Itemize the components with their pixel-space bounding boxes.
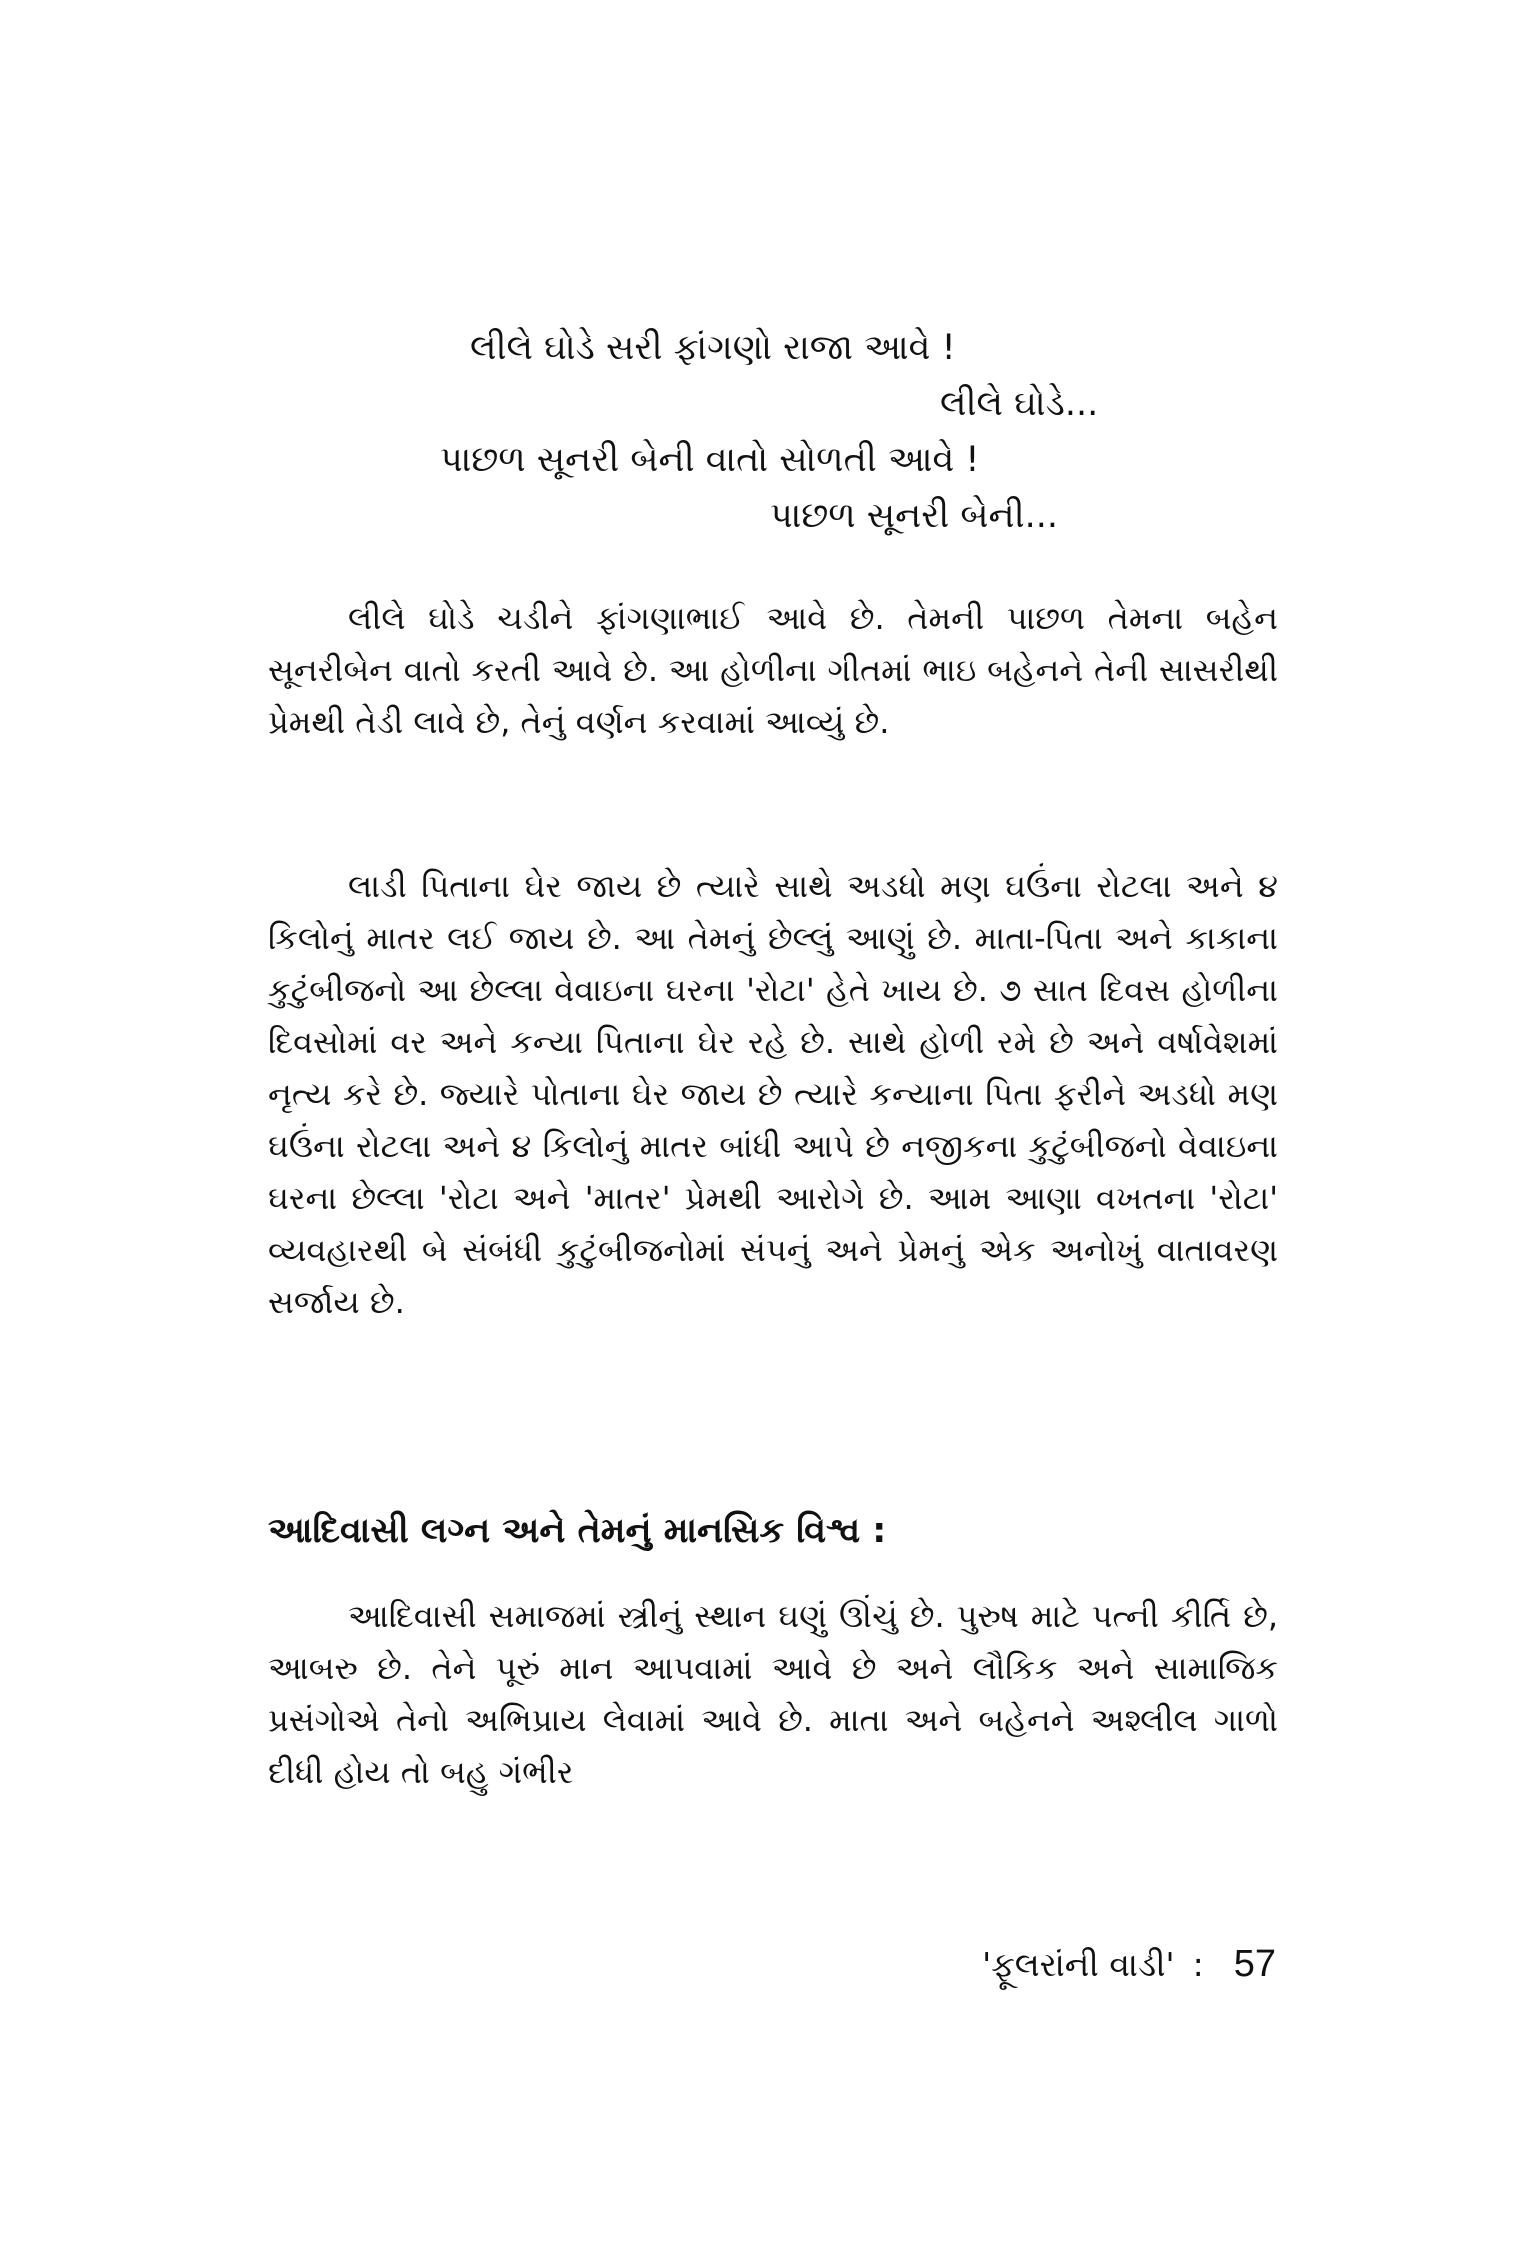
running-title: 'ફૂલરાંની વાડી' — [982, 1945, 1175, 1984]
paragraph-2: લાડી પિતાના ઘેર જાય છે ત્યારે સાથે અડધો મણ ઘઉંના રોટલા અને ૪ કિલોનું માતર લઈ જાય છે. આ તેમનું છેલ્લું આણું છે. માતા-પિતા અને કાકાના કુટુંબીજનો આ છેલ્લા વેવાઇના ઘરના 'રોટા' હેતે ખાય છે. ૭ સાત દિવસ હોળીના દિવસોમાં વર અને કન્યા પિતાના ઘેર રહે છે. સાથે હોળી રમે છે અને વર્ષાવેશમાં નૃત્ય કરે છે. જ્યારે પોતાના ઘેર જાય છે ત્યારે કન્યાના પિતા ફરીને અડધો મણ ઘઉંના રોટલા અને ૪ કિલોનું માતર બાંધી આપે છે નજીકના કુટુંબીજનો વેવાઇના ઘરના છેલ્લા 'રોટા અને 'માતર' પ્રેમથી આરોગે છે. આમ આણા વખતના 'રોટા' વ્યવહારથી બે સંબંધી કુટુંબીજનોમાં સંપનું અને પ્રેમનું એક અનોખું વાતાવરણ સર્જાય છે. — [268, 867, 1278, 1321]
song-line-4: પાછળ સૂનરી બેની... — [770, 496, 1058, 536]
paragraph-1: લીલે ઘોડે ચડીને ફાંગણાભાઈ આવે છે. તેમની પાછળ તેમના બહેન સૂનરીબેન વાતો કરતી આવે છે. આ હોળીના ગીતમાં ભાઇ બહેનને તેની સાસરીથી પ્રેમથી તેડી લાવે છે, તેનું વર્ણન કરવામાં આવ્યું છે. — [268, 599, 1278, 741]
song-line-2: લીલે ઘોડે... — [940, 384, 1099, 424]
paragraph-3-block — [268, 1590, 1278, 1798]
footer-separator: : — [1192, 1945, 1204, 1984]
section-heading: આદિવાસી લગ્ન અને તેમનું માનસિક વિશ્વ : — [268, 1511, 887, 1551]
paragraph-3: આદિવાસી સમાજમાં સ્ત્રીનું સ્થાન ઘણું ઊંચું છે. પુરુષ માટે પત્ની કીર્તિ છે, આબરુ છે. તેને પૂરું માન આપવામાં આવે છે અને લૌકિક અને સામાજિક પ્રસંગોએ તેનો અભિપ્રાય લેવામાં આવે છે. માતા અને બહેનને અશ્લીલ ગાળો દીધી હોય તો બહુ ગંભીર — [268, 1597, 1278, 1791]
paragraph-1-block — [268, 592, 1278, 748]
page-footer — [982, 1940, 1276, 1989]
paragraph-2-block — [268, 860, 1278, 1328]
song-line-1: લીલે ઘોડે સરી ફાંગણો રાજા આવે ! — [470, 328, 956, 368]
page-number: 57 — [1233, 1943, 1276, 1985]
folk-song-verse — [440, 320, 1220, 544]
song-line-3: પાછળ સૂનરી બેની વાતો સોળતી આવે ! — [440, 440, 980, 480]
